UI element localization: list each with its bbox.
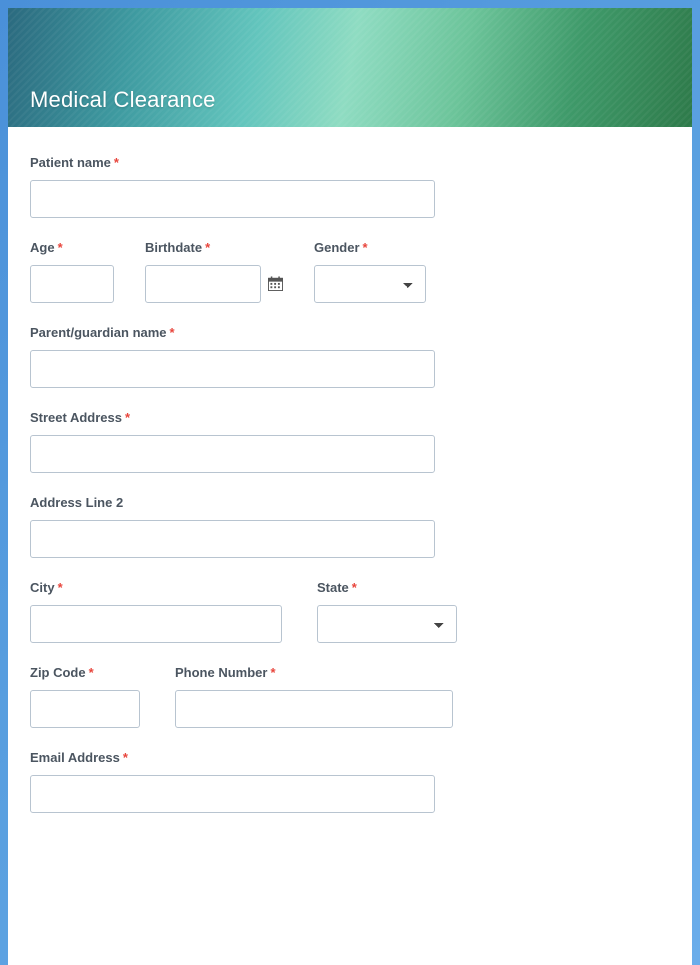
age-input[interactable]: [30, 265, 114, 303]
required-asterisk: *: [169, 325, 175, 340]
birthdate-input[interactable]: [145, 265, 261, 303]
parent-guardian-name-input[interactable]: [30, 350, 435, 388]
label-phone-number: [175, 665, 453, 681]
label-state: [317, 580, 457, 596]
zip-code-input[interactable]: [30, 690, 140, 728]
label-text-phone-number: Phone Number: [175, 665, 268, 680]
required-asterisk: *: [125, 410, 131, 425]
label-birthdate: [145, 240, 261, 256]
street-address-input[interactable]: [30, 435, 435, 473]
label-text-zip-code: Zip Code: [30, 665, 86, 680]
field-address-line-2: [30, 495, 670, 558]
field-row-city-state: [30, 580, 670, 643]
field-parent-guardian-name: [30, 325, 670, 388]
label-text-address-line-2: Address Line 2: [30, 495, 124, 510]
email-address-input[interactable]: [30, 775, 435, 813]
field-state: [317, 580, 457, 643]
label-text-street-address: Street Address: [30, 410, 122, 425]
required-asterisk: *: [122, 750, 128, 765]
form-header-banner: [8, 8, 692, 127]
field-street-address: [30, 410, 670, 473]
label-address-line-2: [30, 495, 670, 511]
page-title: Medical Clearance: [30, 87, 216, 112]
label-parent-guardian-name: [30, 325, 670, 341]
field-email-address: [30, 750, 670, 813]
label-city: [30, 580, 282, 596]
field-patient-name: [30, 155, 670, 218]
label-zip-code: [30, 665, 140, 681]
field-age: [30, 240, 114, 303]
birthdate-wrapper: [145, 265, 261, 303]
field-city: [30, 580, 282, 643]
required-asterisk: *: [57, 580, 63, 595]
required-asterisk: *: [88, 665, 94, 680]
label-gender: [314, 240, 426, 256]
field-gender: [314, 240, 426, 303]
field-row-zip-phone: [30, 665, 670, 728]
required-asterisk: *: [351, 580, 357, 595]
required-asterisk: *: [270, 665, 276, 680]
label-age: [30, 240, 114, 256]
label-text-city: City: [30, 580, 55, 595]
label-text-email-address: Email Address: [30, 750, 120, 765]
address-line-2-input[interactable]: [30, 520, 435, 558]
required-asterisk: *: [57, 240, 63, 255]
field-row-age-birthdate-gender: [30, 240, 670, 303]
city-input[interactable]: [30, 605, 282, 643]
label-email-address: [30, 750, 670, 766]
form-body: [8, 127, 692, 855]
phone-number-input[interactable]: [175, 690, 453, 728]
label-patient-name: [30, 155, 670, 171]
required-asterisk: *: [362, 240, 368, 255]
label-text-birthdate: Birthdate: [145, 240, 203, 255]
label-text-patient-name: Patient name: [30, 155, 111, 170]
required-asterisk: *: [113, 155, 119, 170]
label-text-state: State: [317, 580, 349, 595]
label-text-gender: Gender: [314, 240, 360, 255]
label-text-parent-guardian-name: Parent/guardian name: [30, 325, 167, 340]
gender-select[interactable]: [314, 265, 426, 303]
field-zip-code: [30, 665, 140, 728]
calendar-icon[interactable]: [268, 276, 283, 291]
label-text-age: Age: [30, 240, 55, 255]
label-street-address: [30, 410, 670, 426]
required-asterisk: *: [205, 240, 211, 255]
patient-name-input[interactable]: [30, 180, 435, 218]
field-birthdate: [145, 240, 261, 303]
medical-clearance-form: [8, 8, 692, 965]
field-phone-number: [175, 665, 453, 728]
state-select[interactable]: [317, 605, 457, 643]
